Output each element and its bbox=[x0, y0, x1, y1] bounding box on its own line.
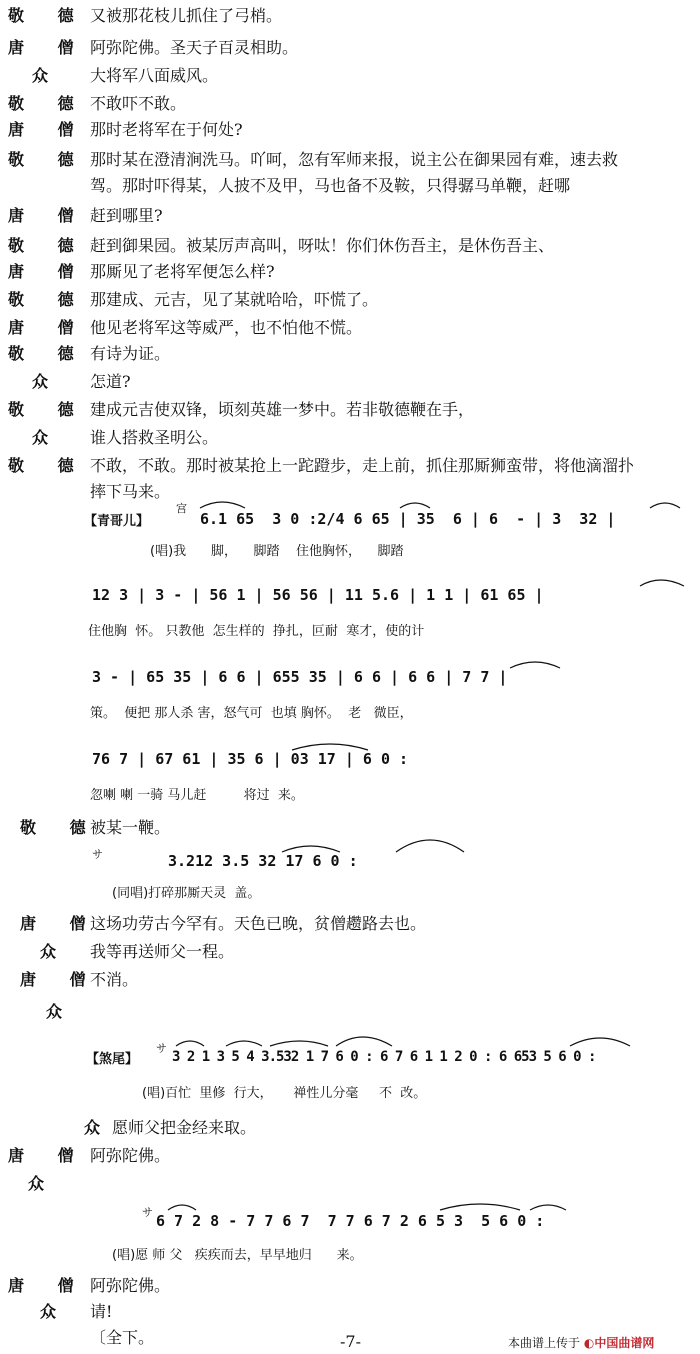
upload-note: 本曲谱上传于 bbox=[508, 1336, 581, 1350]
speech-line: 谁人搭救圣明公。 bbox=[90, 428, 219, 447]
speech-line: 大将军八面威风。 bbox=[90, 66, 219, 85]
notation-row: 3 2 1 3 5 4 3.532 1 7 6 0 : 6 7 6 1 1 2 0 : 6 653 5 6 0 : bbox=[172, 1049, 596, 1065]
role-label: 众 bbox=[40, 1302, 57, 1321]
role-label: 众 bbox=[46, 1002, 63, 1021]
lyric-row: 住他胸 怀。 只教他 怎生样的 挣扎，叵耐 寒才，使的计 bbox=[88, 624, 425, 639]
role-label: 唐 僧 bbox=[8, 318, 88, 337]
role-label: 唐 僧 bbox=[8, 1146, 88, 1165]
mode-mark: サ bbox=[92, 848, 103, 861]
role-label: 唐 僧 bbox=[8, 206, 88, 225]
speech-line: 摔下马来。 bbox=[90, 482, 171, 501]
role-label: 唐 僧 bbox=[8, 38, 88, 57]
role-label: 敬 德 bbox=[8, 6, 88, 25]
site-name[interactable]: 中国曲谱网 bbox=[594, 1336, 655, 1350]
lyric-row: (唱)百忙 里修 行大， 禅性儿分毫 不 改。 bbox=[142, 1086, 427, 1101]
role-label: 敬 德 bbox=[20, 818, 100, 837]
speech-line: 那厮见了老将军便怎么样? bbox=[90, 262, 275, 281]
notation-row: 6 7 2 8 - 7 7 6 7 7 7 6 7 2 6 5 3 5 6 0 : bbox=[156, 1212, 545, 1230]
speech-line: 他见老将军这等威严，也不怕他不慌。 bbox=[90, 318, 363, 337]
speech-line: 建成元吉使双锋，顷刻英雄一梦中。若非敬德鞭在手， bbox=[90, 400, 475, 419]
speech-line: 请! bbox=[90, 1302, 113, 1321]
tune-name: 【青哥儿】 bbox=[84, 514, 150, 529]
role-label: 唐 僧 bbox=[20, 970, 100, 989]
role-label: 唐 僧 bbox=[8, 120, 88, 139]
speech-line: 又被那花枝儿抓住了弓梢。 bbox=[90, 6, 283, 25]
speech-line: 那建成、元吉，见了某就哈哈，吓慌了。 bbox=[90, 290, 379, 309]
page-number: -7- bbox=[340, 1332, 361, 1351]
speech-line: 阿弥陀佛。 bbox=[90, 1146, 171, 1165]
role-label: 敬 德 bbox=[8, 290, 88, 309]
role-label: 敬 德 bbox=[8, 150, 88, 169]
notation-row: 12 3 | 3 - | 56 1 | 56 56 | 11 5.6 | 1 1 | 61 65 | bbox=[92, 586, 544, 604]
speech-line: 阿弥陀佛。圣天子百灵相助。 bbox=[90, 38, 299, 57]
tune-name: 【煞尾】 bbox=[86, 1052, 139, 1067]
lyric-row: (唱)愿 师 父 疾疾而去，早早地归 来。 bbox=[112, 1248, 363, 1263]
speech-line: 怎道? bbox=[90, 372, 131, 391]
speech-line: 我等再送师父一程。 bbox=[90, 942, 235, 961]
lyric-row: (唱)我 脚， 脚踏 住他胸怀， 脚踏 bbox=[150, 544, 404, 559]
speech-line: 有诗为证。 bbox=[90, 344, 171, 363]
role-label: 唐 僧 bbox=[8, 262, 88, 281]
role-label: 众 bbox=[32, 372, 49, 391]
notation-row: 3.212 3.5 32 17 6 0 : bbox=[168, 852, 358, 870]
stage-direction: 〔全下。 bbox=[90, 1328, 155, 1347]
role-label: 众 bbox=[32, 66, 49, 85]
speech-line: 那时某在澄清涧洗马。吖呵，忽有军师来报，说主公在御果园有难，速去救 bbox=[90, 150, 619, 169]
notation-row: 76 7 | 67 61 | 35 6 | 03 17 | 6 0 : bbox=[92, 750, 409, 768]
logo-icon: ◐ bbox=[583, 1336, 595, 1350]
speech-line: 赶到哪里? bbox=[90, 206, 163, 225]
speech-line: 驾。那时吓得某，人披不及甲，马也备不及鞍，只得骣马单鞭，赶哪 bbox=[90, 176, 571, 195]
role-label: 唐 僧 bbox=[20, 914, 100, 933]
speech-line: 不敢吓不敢。 bbox=[90, 94, 187, 113]
speech-line: 被某一鞭。 bbox=[90, 818, 171, 837]
role-label: 众 bbox=[32, 428, 49, 447]
speech-line: 不敢，不敢。那时被某抢上一跎蹬步，走上前，抓住那厮狮蛮带，将他滴溜扑 bbox=[90, 456, 635, 475]
lyric-row: (同唱)打碎那厮天灵 盖。 bbox=[112, 886, 261, 901]
speech-line: 不消。 bbox=[90, 970, 139, 989]
notation-row: 6.1 65 3 0 :2/4 6 65 | 35 6 | 6 - | 3 32 | bbox=[200, 510, 616, 528]
role-label: 众 bbox=[40, 942, 57, 961]
role-label: 敬 德 bbox=[8, 236, 88, 255]
mode-mark: 宫 bbox=[176, 502, 187, 515]
lyric-row: 策。 便把 那人杀 害，怒气可 也填 胸怀。 老 微臣， bbox=[90, 706, 413, 721]
mode-mark: サ bbox=[142, 1206, 153, 1219]
speech-line: 这场功劳古今罕有。天色已晚，贫僧趱路去也。 bbox=[90, 914, 427, 933]
speech-line: 那时老将军在于何处? bbox=[90, 120, 243, 139]
speech-line: 愿师父把金经来取。 bbox=[112, 1118, 257, 1137]
role-label: 敬 德 bbox=[8, 344, 88, 363]
role-label: 敬 德 bbox=[8, 456, 88, 475]
notation-row: 3 - | 65 35 | 6 6 | 655 35 | 6 6 | 6 6 | 7 7 | bbox=[92, 668, 508, 686]
role-label: 众 bbox=[84, 1118, 101, 1137]
lyric-row: 忽喇 喇 一骑 马儿赶 将过 来。 bbox=[90, 788, 304, 803]
role-label: 众 bbox=[28, 1174, 45, 1193]
speech-line: 阿弥陀佛。 bbox=[90, 1276, 171, 1295]
role-label: 唐 僧 bbox=[8, 1276, 88, 1295]
role-label: 敬 德 bbox=[8, 400, 88, 419]
mode-mark: サ bbox=[156, 1042, 167, 1055]
role-label: 敬 德 bbox=[8, 94, 88, 113]
speech-line: 赶到御果园。被某厉声高叫，呀呔！你们休伤吾主，是休伤吾主、 bbox=[90, 236, 555, 255]
